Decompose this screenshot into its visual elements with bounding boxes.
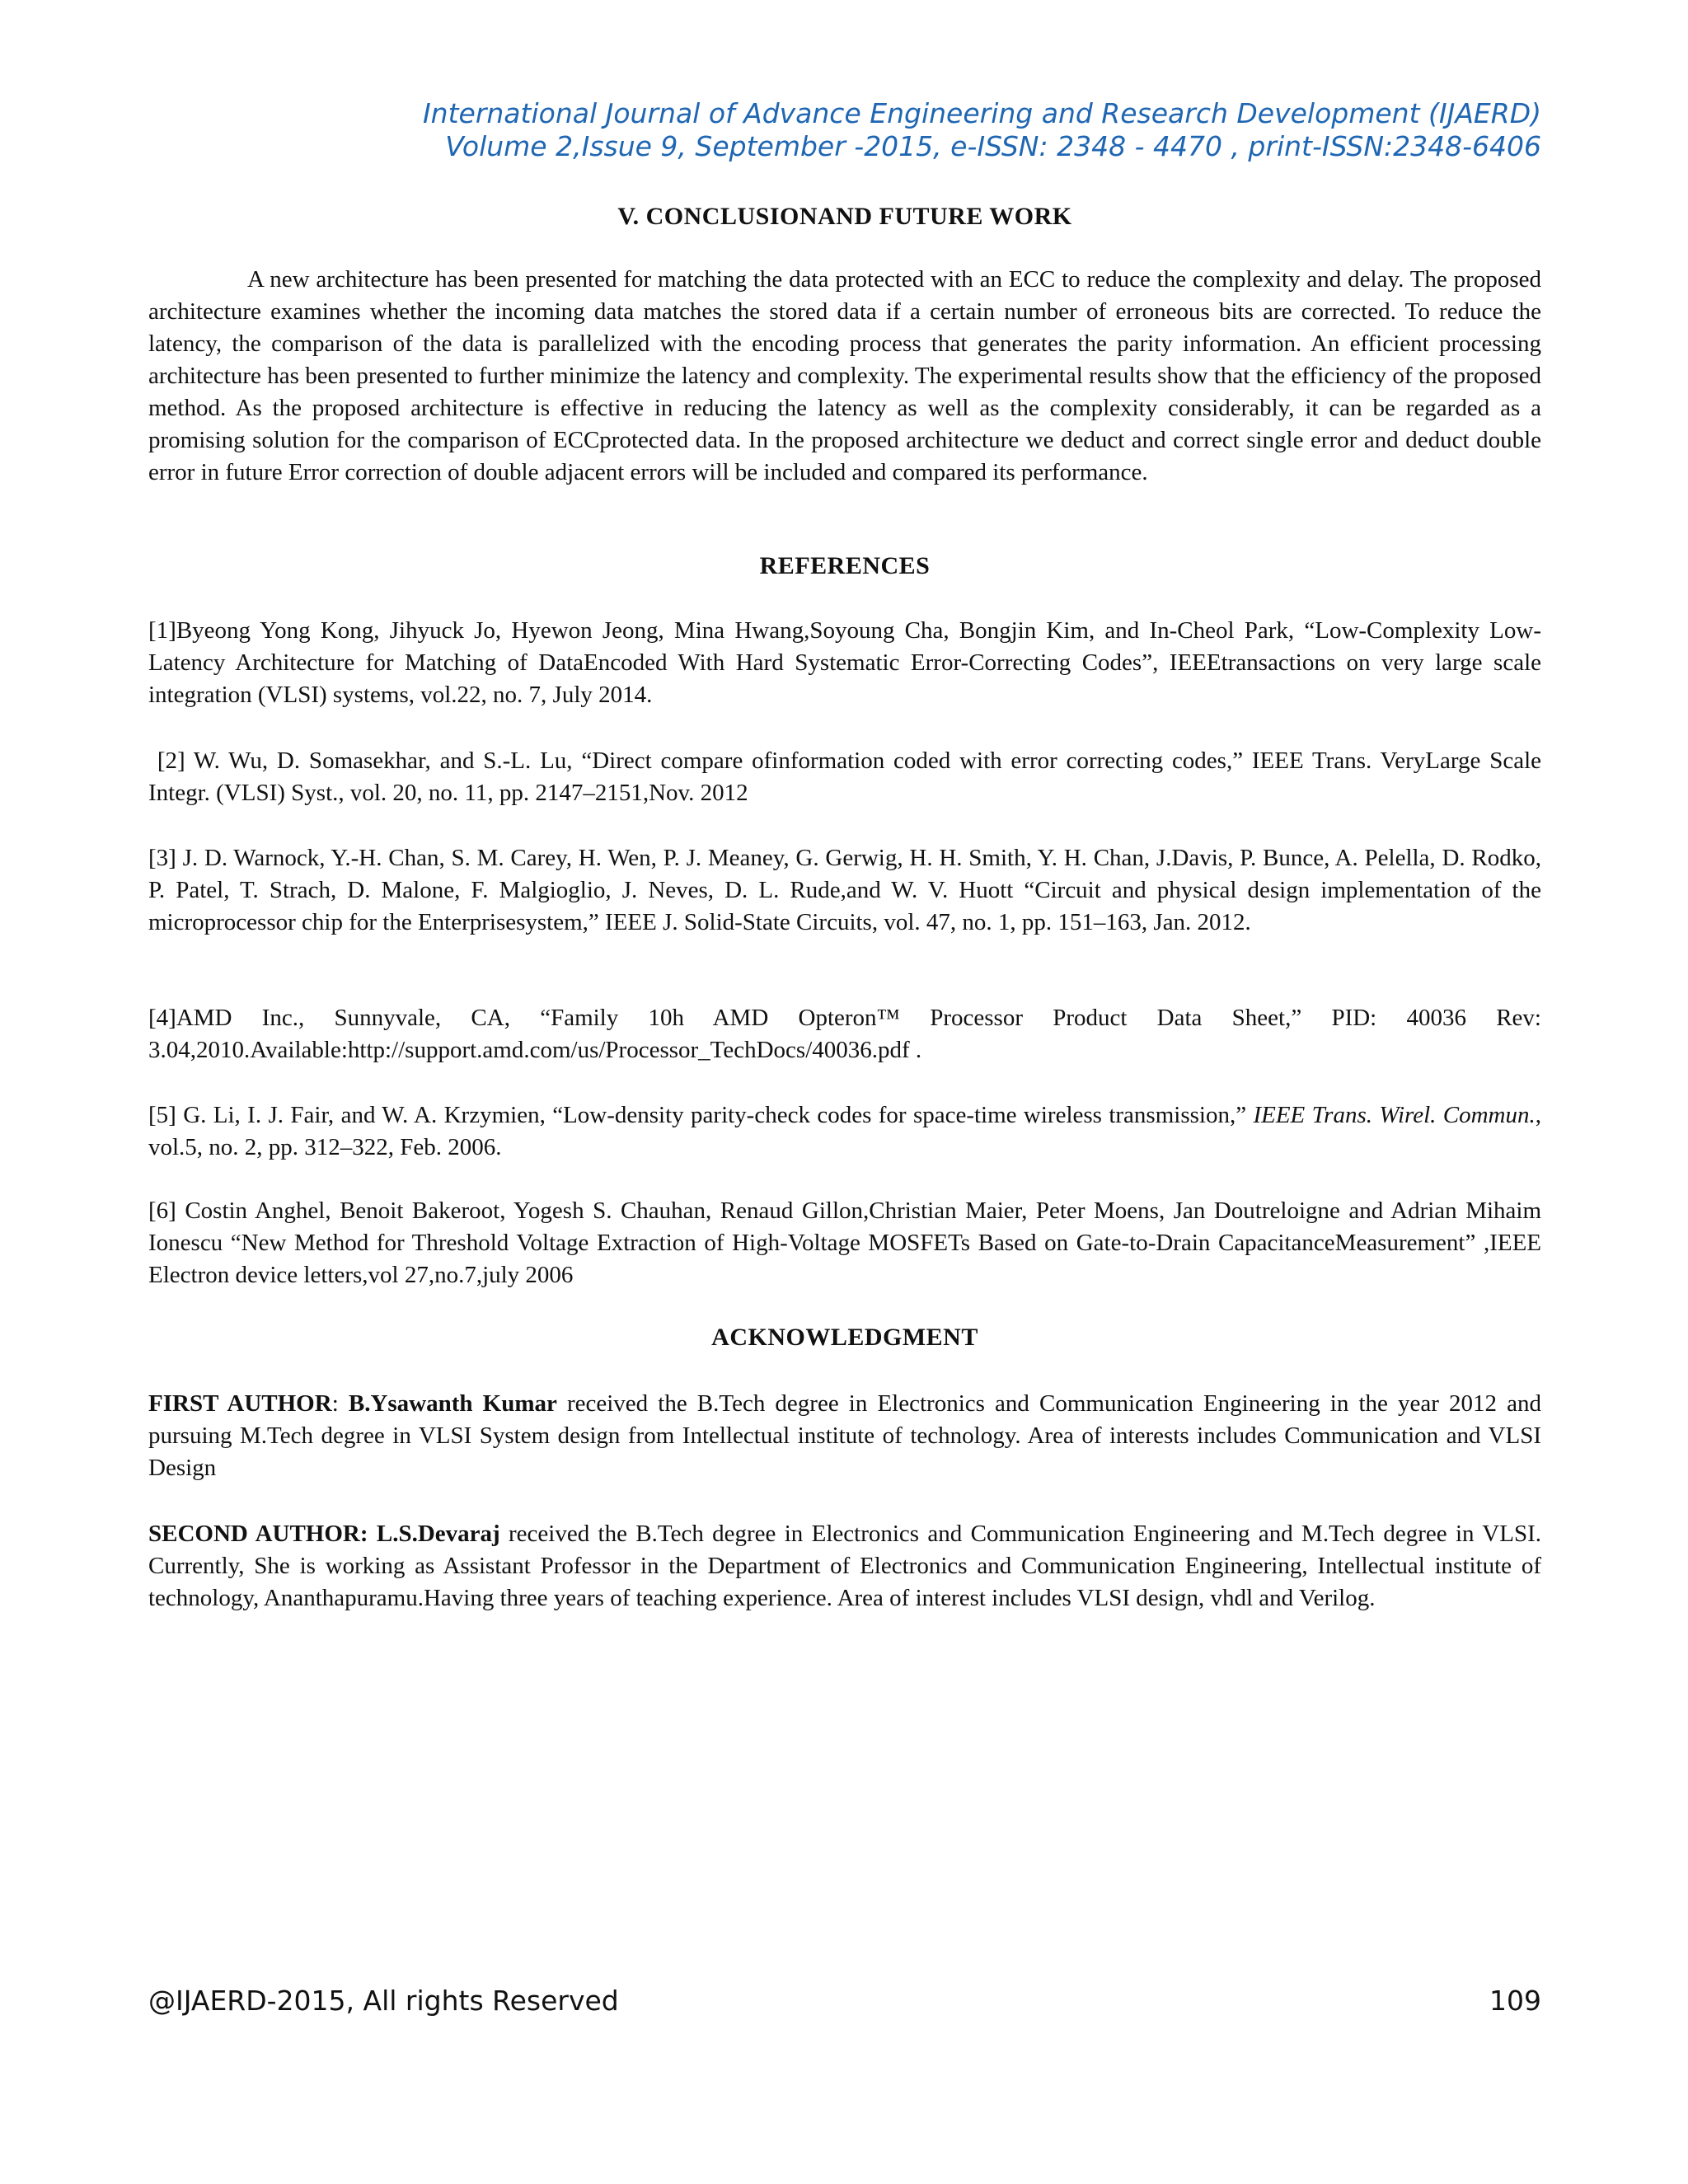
journal-header: [148, 97, 1541, 163]
second-author-label: SECOND AUTHOR:: [148, 1521, 377, 1547]
first-author-separator: :: [331, 1390, 349, 1417]
journal-issue-info: Volume 2,Issue 9, September -2015, e-ISSN: 2348 - 4470 , print-ISSN:2348-6406: [445, 130, 1541, 162]
second-author-name: L.S.Devaraj: [376, 1521, 500, 1547]
reference-item-5: [148, 1099, 1541, 1164]
references-heading: REFERENCES: [759, 552, 931, 579]
conclusion-heading: V. CONCLUSIONAND FUTURE WORK: [617, 203, 1072, 230]
copyright-notice: @IJAERD-2015, All rights Reserved: [148, 1985, 619, 2017]
reference-5-details: , vol.5, no. 2, pp. 312–322, Feb. 2006.: [148, 1102, 1541, 1160]
page-number: 109: [1489, 1985, 1541, 2017]
reference-item-3: [3] J. D. Warnock, Y.-H. Chan, S. M. Carey, H. Wen, P. J. Meaney, G. Gerwig, H. H. Smith, Y. H. Chan, J.Davis, P. Bunce, A. Pelella, D. Rodko, P. Patel, T. Strach, D. Malone, F. Malgioglio, J. Neves, D. L. Rude,and W. V. Huott “Circuit and physical design implementation of the microprocessor chip for the Enterprisesystem,” IEEE J. Solid-State Circuits, vol. 47, no. 1, pp. 151–163, Jan. 2012.: [148, 845, 1541, 935]
reference-item-1: [1]Byeong Yong Kong, Jihyuck Jo, Hyewon Jeong, Mina Hwang,Soyoung Cha, Bongjin Kim, and In-Cheol Park, “Low-Complexity Low-Latency Architecture for Matching of DataEncoded With Hard Systematic Error-Correcting Codes”, IEEEtransactions on very large scale integration (VLSI) systems, vol.22, no. 7, July 2014.: [148, 617, 1541, 708]
conclusion-paragraph: A new architecture has been presented for matching the data protected with an ECC to reduce the complexity and delay. The proposed architecture examines whether the incoming data matches the stored data if a certain number of erroneous bits are corrected. To reduce the latency, the comparison of the data is parallelized with the encoding process that generates the parity information. An efficient processing architecture has been presented to further minimize the latency and complexity. The experimental results show that the efficiency of the proposed method. As the proposed architecture is effective in reducing the latency as well as the complexity considerably, it can be regarded as a promising solution for the comparison of ECCprotected data. In the proposed architecture we deduct and correct single error and deduct double error in future Error correction of double adjacent errors will be included and compared its performance.: [148, 266, 1541, 485]
second-author-paragraph: [148, 1518, 1541, 1615]
first-author-name: B.Ysawanth Kumar: [348, 1390, 557, 1417]
first-author-label: FIRST AUTHOR: [148, 1390, 332, 1417]
reference-item-4: [4]AMD Inc., Sunnyvale, CA, “Family 10h AMD Opteron™ Processor Product Data Sheet,” PID: 40036 Rev: 3.04,2010.Available:http://support.amd.com/us/Processor_TechDocs/40036.pdf .: [148, 1005, 1541, 1063]
first-author-paragraph: [148, 1388, 1541, 1484]
first-author-bio: received the B.Tech degree in Electronics and Communication Engineering in the year 2012 and pursuing M.Tech degree in VLSI System design from Intellectual institute of technology. Area of interests includes Communication and VLSI Design: [148, 1390, 1541, 1481]
second-author-bio: received the B.Tech degree in Electronics and Communication Engineering and M.Tech degree in VLSI. Currently, She is working as Assistant Professor in the Department of Electronics and Communication Engineering, Intellectual institute of technology, Ananthapuramu.Having three years of teaching experience. Area of interest includes VLSI design, vhdl and Verilog.: [148, 1521, 1541, 1611]
reference-5-journal: IEEE Trans. Wirel. Commun.: [1253, 1102, 1536, 1128]
reference-item-2: [2] W. Wu, D. Somasekhar, and S.-L. Lu, “Direct compare ofinformation coded with error correcting codes,” IEEE Trans. VeryLarge Scale Integr. (VLSI) Syst., vol. 20, no. 11, pp. 2147–2151,Nov. 2012: [148, 748, 1548, 806]
reference-item-6: [6] Costin Anghel, Benoit Bakeroot, Yogesh S. Chauhan, Renaud Gillon,Christian Maier, Peter Moens, Jan Doutreloigne and Adrian Mihaim Ionescu “New Method for Threshold Voltage Extraction of High-Voltage MOSFETs Based on Gate-to-Drain CapacitanceMeasurement” ,IEEE Electron device letters,vol 27,no.7,july 2006: [148, 1197, 1541, 1288]
acknowledgment-heading: ACKNOWLEDGMENT: [711, 1324, 978, 1351]
journal-title: International Journal of Advance Engineering and Research Development (IJAERD): [422, 97, 1541, 129]
page-footer: [148, 1985, 1541, 2017]
reference-5-text: [5] G. Li, I. J. Fair, and W. A. Krzymien, “Low-density parity-check codes for space-time wireless transmission,”: [148, 1102, 1254, 1128]
